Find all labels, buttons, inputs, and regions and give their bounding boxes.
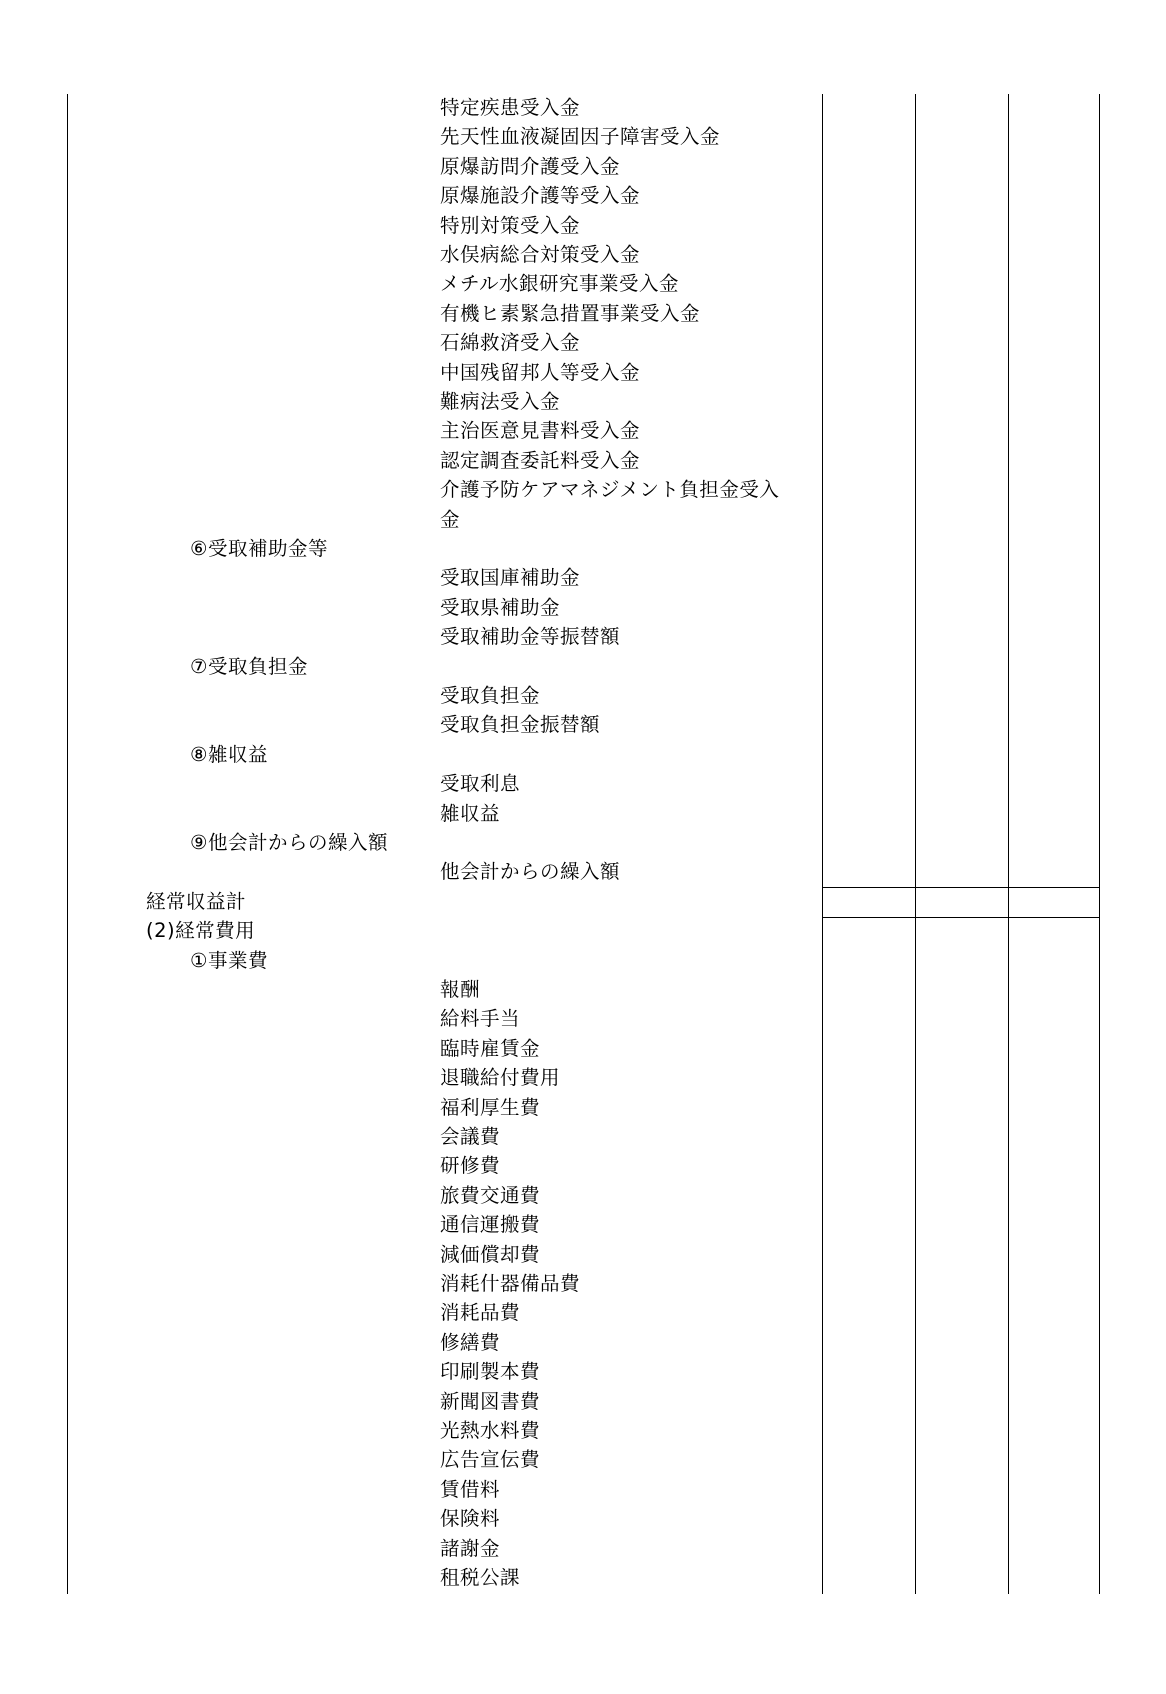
- amount-column-border-2: [915, 94, 916, 1594]
- list-item: 認定調査委託料受入金: [440, 448, 641, 472]
- list-item: 光熱水料費: [440, 1419, 541, 1442]
- list-item: 水俣病総合対策受入金: [440, 243, 641, 266]
- total-row-bottom-rule: [822, 917, 1100, 918]
- list-item: 主治医意見書料受入金: [440, 419, 641, 443]
- list-item: 福利厚生費: [440, 1095, 541, 1119]
- list-item: 租税公課: [440, 1566, 521, 1589]
- list-item: 旅費交通費: [440, 1183, 541, 1207]
- list-item: 他会計からの繰入額: [440, 860, 621, 884]
- list-item: 先天性血液凝固因子障害受入金: [440, 125, 721, 149]
- list-item: 受取補助金等振替額: [440, 625, 621, 649]
- list-item: 原爆施設介護等受入金: [440, 184, 641, 208]
- list-item: 修繕費: [440, 1330, 501, 1354]
- list-item: 原爆訪問介護受入金: [440, 154, 621, 178]
- list-item: 有機ヒ素緊急措置事業受入金: [440, 301, 701, 325]
- section-heading-6: ⑥受取補助金等: [190, 537, 328, 560]
- list-item: 雑収益: [440, 801, 501, 825]
- list-item: 臨時雇賃金: [440, 1036, 541, 1060]
- section-heading-8: ⑧雑収益: [190, 742, 268, 766]
- list-item: 受取負担金振替額: [440, 713, 601, 737]
- ordinary-expenses-heading: (2)経常費用: [146, 919, 256, 943]
- list-item: 諸謝金: [440, 1536, 501, 1560]
- list-item: 特定疾患受入金: [440, 96, 581, 119]
- list-item: 金: [440, 507, 461, 531]
- amount-column-border-3: [1008, 94, 1009, 1594]
- list-item: 石綿救済受入金: [440, 331, 581, 355]
- list-item: 新聞図書費: [440, 1389, 541, 1413]
- list-item: メチル水銀研究事業受入金: [440, 272, 680, 296]
- list-item: 給料手当: [440, 1007, 521, 1031]
- list-item: 特別対策受入金: [440, 213, 581, 237]
- list-item: 減価償却費: [440, 1242, 541, 1266]
- section-heading-7: ⑦受取負担金: [190, 654, 308, 678]
- list-item: 中国残留邦人等受入金: [440, 360, 641, 384]
- section-heading-9: ⑨他会計からの繰入額: [190, 831, 388, 854]
- list-item: 介護予防ケアマネジメント負担金受入: [440, 478, 780, 502]
- list-item: 受取国庫補助金: [440, 566, 581, 590]
- list-item: 受取利息: [440, 772, 521, 796]
- list-item: 研修費: [440, 1154, 501, 1178]
- list-item: 広告宣伝費: [440, 1448, 541, 1472]
- list-item: 受取県補助金: [440, 595, 561, 619]
- list-item: 退職給付費用: [440, 1066, 561, 1090]
- list-item: 保険料: [440, 1507, 501, 1531]
- list-item: 難病法受入金: [440, 390, 561, 413]
- total-row-top-rule: [822, 887, 1100, 888]
- list-item: 消耗什器備品費: [440, 1272, 581, 1295]
- business-expenses-heading: ①事業費: [190, 948, 268, 972]
- ordinary-revenue-total: 経常収益計: [146, 889, 247, 913]
- amount-column-border-1: [822, 94, 823, 1594]
- table-left-border: [67, 94, 68, 1594]
- table-right-border: [1099, 94, 1100, 1594]
- list-item: 報酬: [440, 978, 481, 1001]
- list-item: 消耗品費: [440, 1301, 521, 1325]
- list-item: 会議費: [440, 1125, 501, 1148]
- list-item: 通信運搬費: [440, 1213, 541, 1237]
- list-item: 印刷製本費: [440, 1360, 541, 1384]
- list-item: 受取負担金: [440, 684, 541, 707]
- list-item: 賃借料: [440, 1477, 501, 1501]
